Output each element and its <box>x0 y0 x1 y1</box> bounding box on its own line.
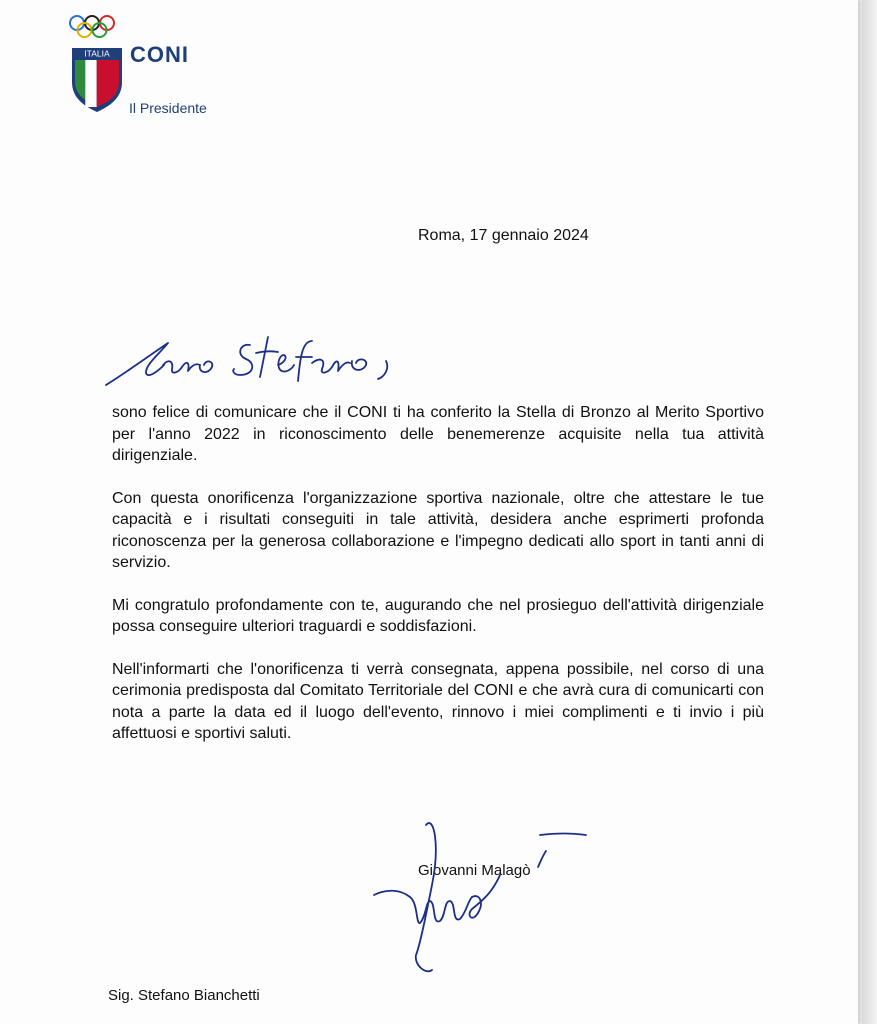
letter-body <box>112 402 764 745</box>
signer-name: Giovanni Malagò <box>418 862 531 879</box>
italia-shield-icon <box>72 48 122 112</box>
handwritten-signature <box>360 805 600 985</box>
paragraph: Mi congratulo profondamente con te, augurando che nel prosieguo dell'attività dirigenziale possa conseguire ulteriori traguardi e soddisfazioni. <box>112 596 764 635</box>
paragraph: Nell'informarti che l'onorificenza ti verrà consegnata, appena possibile, nel corso di una cerimonia predisposta dal Comitato Territoriale del CONI e che avrà cura di comunicarti con nota a parte la data ed il luogo dell'evento, rinnovo i miei complimenti e ti invio i più affettuosi e sportivi saluti. <box>112 660 764 742</box>
handwritten-salutation <box>100 325 420 395</box>
sender-role: Il Presidente <box>129 100 207 116</box>
shield-label: ITALIA <box>84 48 110 59</box>
olympic-rings-icon <box>70 16 114 37</box>
paragraph: sono felice di comunicare che il CONI ti ha conferito la Stella di Bronzo al Merito Sportivo per l'anno 2022 in riconoscimento delle benemerenze acquisite nella tua attività dirigenziale. <box>112 404 764 464</box>
paragraph: Con questa onorificenza l'organizzazione sportiva nazionale, oltre che attestare le tue capacità e i risultati conseguiti in tale attività, desidera anche esprimerti profonda riconoscenza per la generosa collaborazione e l'impegno dedicati allo sport in tanti anni di servizio. <box>112 489 764 571</box>
recipient-name: Sig. Stefano Bianchetti <box>108 987 260 1004</box>
page-edge <box>862 0 877 1024</box>
date-line: Roma, 17 gennaio 2024 <box>418 227 589 244</box>
organization-name: CONI <box>130 42 189 67</box>
